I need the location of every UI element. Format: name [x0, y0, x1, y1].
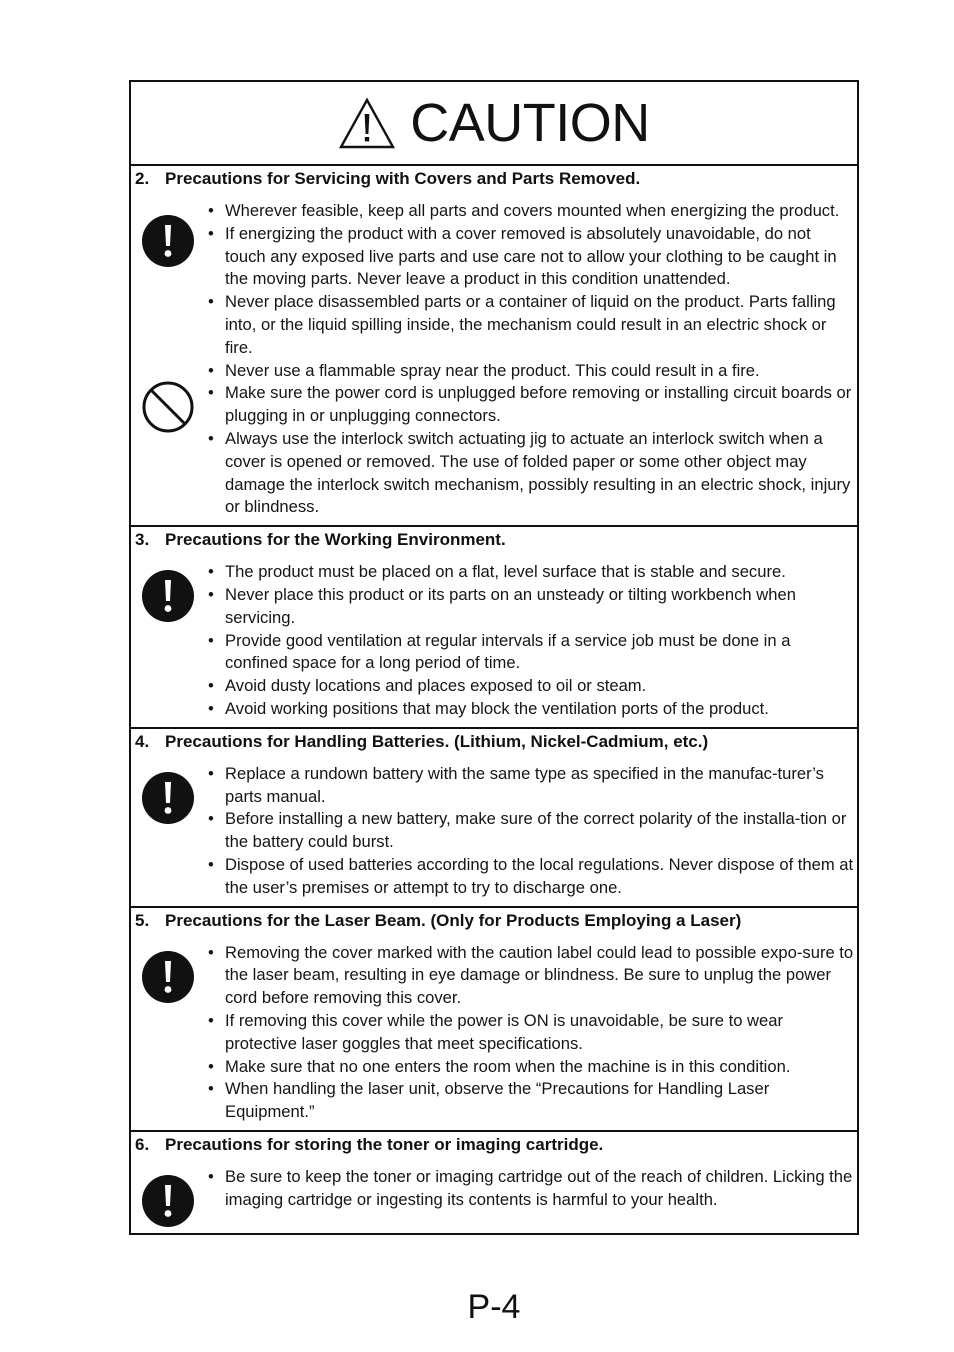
list-item: • If energizing the product with a cover removed is absolutely unavoidable, do not touch any exposed live parts and use care not to allow your clothing to be caught in the moving parts. Never leave a product in this condition unattended.: [203, 223, 857, 291]
section-heading: Precautions for storing the toner or imaging cartridge.: [165, 1134, 604, 1154]
precaution-list: [203, 763, 857, 900]
section-title: [131, 1132, 857, 1160]
section-heading: Precautions for Servicing with Covers and Parts Removed.: [165, 169, 641, 188]
list-item: • Never place disassembled parts or a container of liquid on the product. Parts falling into, or the liquid spilling inside, the mechanism could result in an electric shock or fire.: [203, 291, 857, 359]
list-item: • If removing this cover while the power is ON is unavoidable, be sure to wear protective laser goggles that meet specifications.: [203, 1010, 857, 1056]
section-title: [131, 908, 857, 936]
section-laser-beam: [131, 908, 857, 1132]
section-heading: Precautions for Handling Batteries. (Lithium, Nickel-Cadmium, etc.): [165, 731, 709, 751]
list-item: • Always use the interlock switch actuating jig to actuate an interlock switch when a cover is opened or removed. The use of folded paper or some other object may damage the interlock switch mechanism, possibly resulting in an electric shock, injury or blindness.: [203, 428, 857, 519]
precaution-list: [203, 200, 857, 519]
section-number: 2.: [135, 169, 150, 188]
list-item: • Never use a flammable spray near the product. This could result in a fire.: [203, 360, 857, 383]
page-number: P-4: [467, 1288, 521, 1326]
list-item: • Avoid dusty locations and places exposed to oil or steam.: [203, 675, 857, 698]
list-item: • Provide good ventilation at regular intervals if a service job must be done in a confined space for a long period of time.: [203, 630, 857, 676]
section-heading: Precautions for the Working Environment.: [165, 530, 506, 550]
precaution-list: [203, 942, 857, 1124]
section-number: 6.: [135, 1134, 150, 1154]
section-number: 4.: [135, 731, 150, 751]
mandatory-action-icon: [141, 569, 195, 623]
caution-header: [131, 82, 857, 166]
list-item: • The product must be placed on a flat, level surface that is stable and secure.: [203, 561, 857, 584]
list-item: • Replace a rundown battery with the same type as specified in the manufac-turer’s parts manual.: [203, 763, 857, 809]
list-item: • Wherever feasible, keep all parts and covers mounted when energizing the product.: [203, 200, 857, 223]
precaution-list: [203, 1166, 857, 1212]
list-item: • Make sure that no one enters the room when the machine is in this condition.: [203, 1056, 857, 1079]
prohibition-icon: [141, 380, 195, 434]
section-toner-storage: [131, 1132, 857, 1234]
section-batteries: [131, 729, 857, 908]
mandatory-action-icon: [141, 1174, 195, 1228]
section-working-environment: [131, 527, 857, 729]
caution-box: [129, 80, 859, 1235]
section-number: 5.: [135, 910, 150, 930]
mandatory-action-icon: [141, 771, 195, 825]
list-item: • When handling the laser unit, observe the “Precautions for Handling Laser Equipment.”: [203, 1078, 857, 1124]
list-item: • Before installing a new battery, make sure of the correct polarity of the installa-tion or the battery could burst.: [203, 808, 857, 854]
section-covers-removed: [131, 166, 857, 527]
mandatory-action-icon: [141, 214, 195, 268]
precaution-list: [203, 561, 857, 721]
list-item: • Removing the cover marked with the caution label could lead to possible expo-sure to the laser beam, resulting in eye damage or blindness. Be sure to unplug the power cord before removing this cover.: [203, 942, 857, 1010]
list-item: • Avoid working positions that may block the ventilation ports of the product.: [203, 698, 857, 721]
section-number: 3.: [135, 530, 150, 550]
section-title: [131, 166, 857, 194]
section-title: [131, 729, 857, 757]
list-item: • Never place this product or its parts on an unsteady or tilting workbench when servicing.: [203, 584, 857, 630]
section-heading: Precautions for the Laser Beam. (Only for Products Employing a Laser): [165, 910, 742, 930]
list-item: • Dispose of used batteries according to the local regulations. Never dispose of them at the user’s premises or attempt to try to discharge one.: [203, 854, 857, 900]
section-title: [131, 527, 857, 555]
list-item: • Make sure the power cord is unplugged before removing or installing circuit boards or plugging in or unplugging connectors.: [203, 382, 857, 428]
list-item: • Be sure to keep the toner or imaging cartridge out of the reach of children. Licking the imaging cartridge or ingesting its contents is harmful to your health.: [203, 1166, 857, 1212]
warning-triangle-icon: [338, 97, 396, 151]
mandatory-action-icon: [141, 950, 195, 1004]
caution-title: CAUTION: [410, 93, 650, 153]
